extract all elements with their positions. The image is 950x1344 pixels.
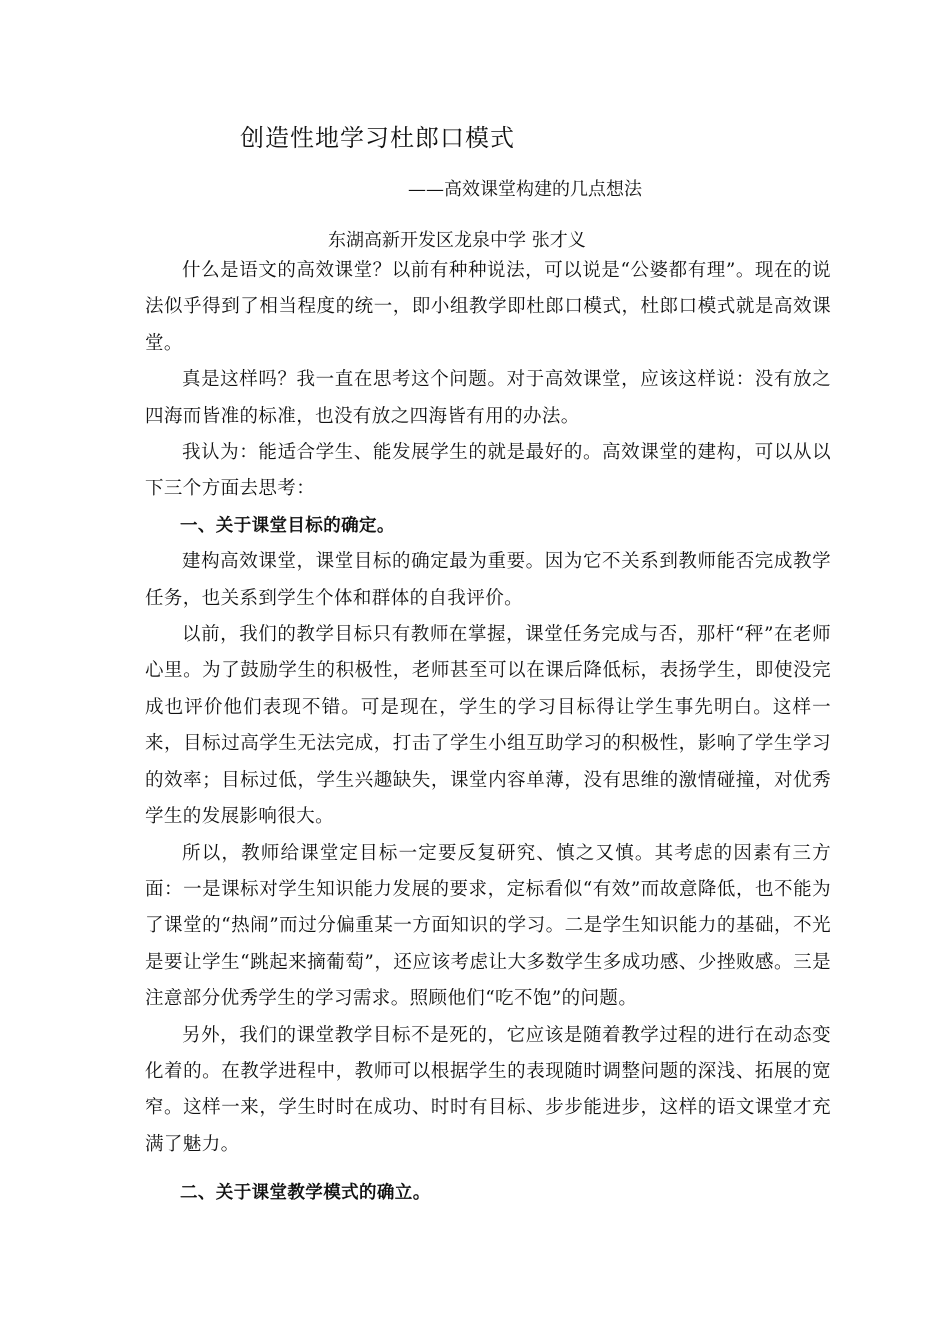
paragraph-intro-1: 什么是语文的高效课堂？以前有种种说法，可以说是“公婆都有理”。现在的说法似乎得到了相当程度的统一，即小组教学即杜郎口模式，杜郎口模式就是高效课堂。 xyxy=(145,260,831,354)
paragraph-section1-1: 建构高效课堂，课堂目标的确定最为重要。因为它不关系到教师能否完成教学任务，也关系到学生个体和群体的自我评价。 xyxy=(145,551,831,609)
paragraph-section1-2: 以前，我们的教学目标只有教师在掌握，课堂任务完成与否，那杆“秤”在老师心里。为了鼓励学生的积极性，老师甚至可以在课后降低标，表扬学生，即使没完成也评价他们表现不错。可是现在，学生的学习目标得让学生事先明白。这样一来，目标过高学生无法完成，打击了学生小组互助学习的积极性，影响了学生学习的效率；目标过低，学生兴趣缺失，课堂内容单薄，没有思维的激情碰撞，对优秀学生的发展影响很大。 xyxy=(145,624,831,828)
section-heading-1: 一、关于课堂目标的确定。 xyxy=(180,515,395,536)
paragraph-section1-3: 所以，教师给课堂定目标一定要反复研究、慎之又慎。其考虑的因素有三方面：一是课标对学生知识能力发展的要求，定标看似“有效”而故意降低，也不能为了课堂的“热闹”而过分偏重某一方面知识的学习。二是学生知识能力的基础，不光是要让学生“跳起来摘葡萄”，还应该考虑让大多数学生多成功感、少挫败感。三是注意部分优秀学生的学习需求。照顾他们“吃不饱”的问题。 xyxy=(145,842,831,1010)
document-subtitle: ——高效课堂构建的几点想法 xyxy=(408,179,642,200)
author-line: 东湖高新开发区龙泉中学 张才义 xyxy=(328,230,586,251)
document-title: 创造性地学习杜郎口模式 xyxy=(240,124,515,152)
paragraph-intro-3: 我认为：能适合学生、能发展学生的就是最好的。高效课堂的建构，可以从以下三个方面去思考： xyxy=(145,442,831,500)
paragraph-section1-4: 另外，我们的课堂教学目标不是死的，它应该是随着教学过程的进行在动态变化着的。在教学进程中，教师可以根据学生的表现随时调整问题的深浅、拓展的宽窄。这样一来，学生时时在成功、时时有目标、步步能进步，这样的语文课堂才充满了魅力。 xyxy=(145,1024,831,1155)
section-heading-2: 二、关于课堂教学模式的确立。 xyxy=(180,1183,431,1204)
paragraph-intro-2: 真是这样吗？我一直在思考这个问题。对于高效课堂，应该这样说：没有放之四海而皆准的标准，也没有放之四海皆有用的办法。 xyxy=(145,369,831,427)
document-body xyxy=(145,253,831,1212)
